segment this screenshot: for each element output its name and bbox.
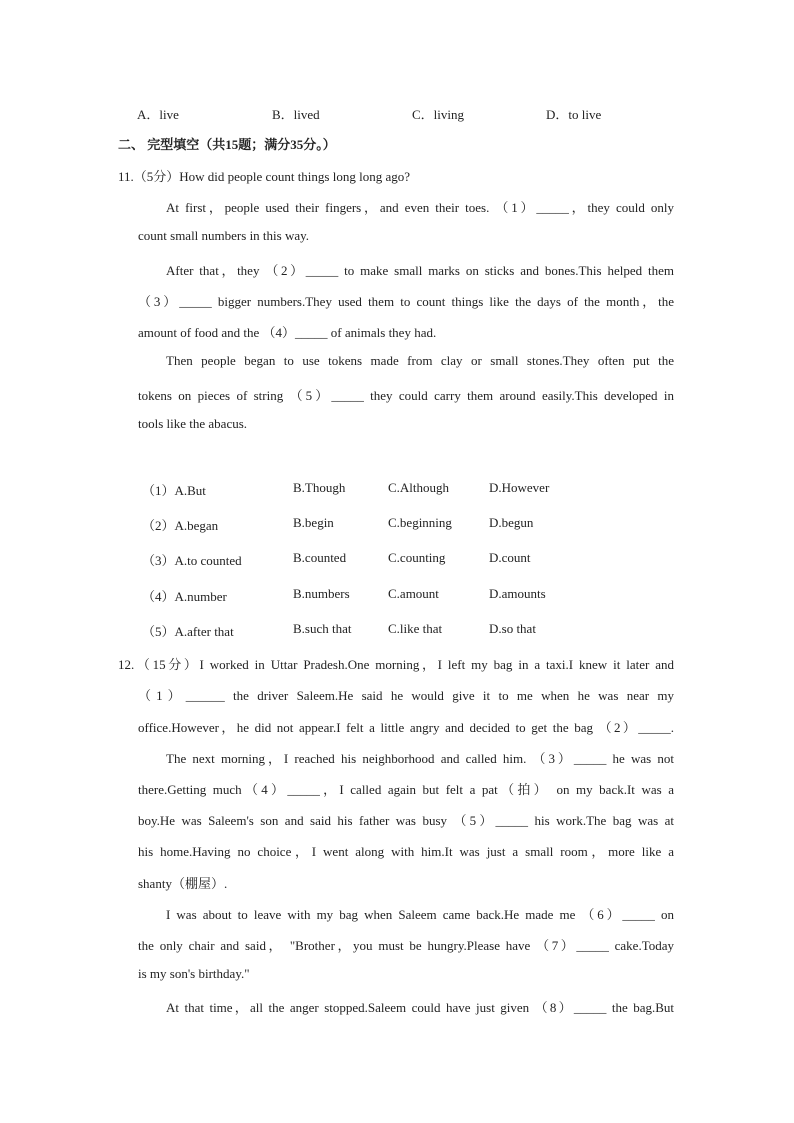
q11-option: B.Though [293,480,346,495]
q11-title: 11.（5分）How did people count things long long ago? [118,169,410,184]
q11-option: B.numbers [293,586,350,601]
prev-option-b: B．lived [272,107,320,122]
q12-passage-line: The next morning，I reached his neighborhood and called him. （3）_____ he was not [166,751,674,766]
prev-option-d: D．to live [546,107,602,122]
q12-passage-line: there.Getting much（4）_____，I called again but felt a pat（拍） on my back.It was a [138,782,674,797]
q12-passage-line: （1）______ the driver Saleem.He said he would give it to me when he was near my [138,688,674,703]
q12-passage-line: is my son's birthday." [138,966,250,981]
q11-option: C.beginning [388,515,452,530]
q11-option: B.counted [293,550,347,565]
q12-passage-line: office.However，he did not appear.I felt a little angry and decided to get the bag （2）_____. [138,720,674,735]
q12-passage-line: boy.He was Saleem's son and said his father was busy （5）_____ his work.The bag was at [138,813,674,828]
q11-option: D.However [489,480,550,495]
q11-option: C.counting [388,550,446,565]
q11-option: D.so that [489,621,536,636]
q11-option: （1）A.But [142,483,206,498]
q11-passage-line: amount of food and the （4）_____ of animals they had. [138,325,437,340]
q12-passage-line: I was about to leave with my bag when Saleem came back.He made me （6）_____ on [166,907,674,922]
section-heading: 二、 完型填空（共15题；满分35分。） [118,137,336,152]
q11-passage-line: At first，people used their fingers，and even their toes. （1）_____，they could only [166,200,674,215]
q11-passage-line: Then people began to use tokens made from clay or small stones.They often put the [166,353,674,368]
q11-option: D.count [489,550,531,565]
q11-option: C.Although [388,480,450,495]
q11-passage-line: tokens on pieces of string （5）_____ they could carry them around easily.This developed in [138,388,674,403]
q12-passage-line: shanty（棚屋）. [138,876,228,891]
q12-passage-line: the only chair and said， "Brother，you must be hungry.Please have （7）_____ cake.Today [138,938,674,953]
q11-option: D.begun [489,515,534,530]
q12-passage-line: his home.Having no choice，I went along with him.It was just a small room，more like a [138,844,674,859]
q11-option: C.amount [388,586,439,601]
q11-option: B.begin [293,515,334,530]
prev-option-c: C．living [412,107,465,122]
q12-passage-line: At that time，all the anger stopped.Saleem could have just given （8）_____ the bag.But [166,1000,674,1015]
q11-option: B.such that [293,621,352,636]
q11-option: D.amounts [489,586,546,601]
q11-option: （3）A.to counted [142,553,242,568]
q11-passage-line: tools like the abacus. [138,416,248,431]
q11-passage-line: After that，they （2）_____ to make small marks on sticks and bones.This helped them [166,263,674,278]
prev-option-a: A．live [137,107,179,122]
q12-title: 12.（15分）I worked in Uttar Pradesh.One morning，I left my bag in a taxi.I knew it later and [118,657,674,672]
q11-option: （5）A.after that [142,624,234,639]
q11-passage-line: count small numbers in this way. [138,228,310,243]
q11-option: （4）A.number [142,589,227,604]
q11-option: C.like that [388,621,443,636]
q11-option: （2）A.began [142,518,219,533]
q11-passage-line: （3）_____ bigger numbers.They used them to count things like the days of the month，the [138,294,674,309]
